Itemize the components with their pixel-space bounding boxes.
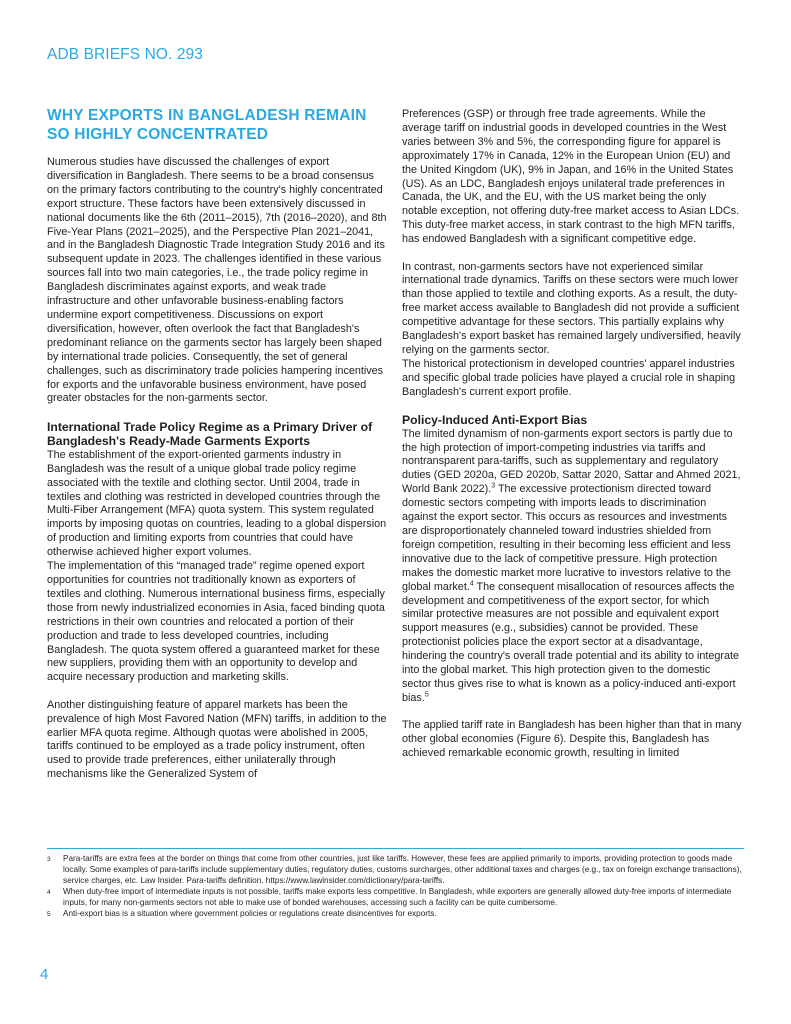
paragraph: The historical protectionism in developed countries' apparel industries and specific global trade policies have played a crucial role in shaping Bangladesh's current export profile. <box>402 357 736 398</box>
paragraph: The establishment of the export-oriented garments industry in Bangladesh was the result of a unique global trade policy regime associated with the textile and clothing sector. Until 2004, trade in textiles and clothing was restricted in developed countries through the Multi-Fiber Arrangement (MFA) quota system. This system regulated imports by imposing quotas on countries, leading to a global dispersion of production and limiting exports from countries that could have otherwise achieved higher export volumes. <box>47 448 387 559</box>
footnote-number: 3 <box>47 856 51 863</box>
footnote-ref[interactable]: 3 <box>491 482 496 490</box>
subheading-trade-policy: International Trade Policy Regime as a Primary Driver of Bangladesh's Ready-Made Garments Exports <box>47 419 373 449</box>
footnote-number: 5 <box>47 911 51 918</box>
left-column <box>47 106 387 782</box>
paragraph: Numerous studies have discussed the challenges of export diversification in Bangladesh. There seems to be a broad consensus on the primary factors contributing to the country's highly concentrated export structure. These factors have been extensively discussed in national documents like the 6th (2011–2015), 7th (2016–2020), and 8th Five-Year Plans (2021–2025), and the Perspective Plan 2021–2041, and in the Bangladesh Diagnostic Trade Integration Study 2016 and its subsequent update in 2023. The challenges identified in these various sources fall into two main categories, i.e., the trade policy regime in Bangladesh discriminates against exports, and weak trade infrastructure and other unfavorable business-enabling factors undermine export competitiveness. Discussions on export diversification, however, often overlook the fact that Bangladesh's predominant reliance on the garments sector has largely been shaped by international trade policies. Consequently, the set of general challenges, such as discriminatory trade policies hampering incentives for exports and the unfavorable business environment, have posed greater obstacles for the non-garments sector. <box>47 156 387 405</box>
footnote-text: Anti-export bias is a situation where government policies or regulations create disincentives for exports. <box>63 909 437 918</box>
paragraph: Another distinguishing feature of apparel markets has been the prevalence of high Most Favored Nation (MFN) tariffs, in addition to the earlier MFA quota regime. Although quotas were abolished in 2005, tariffs continued to be employed as a trade policy instrument, often used to provide trade preferences, either unilaterally through mechanisms like the Generalized System of <box>47 698 387 781</box>
paragraph: The implementation of this “managed trade” regime opened export opportunities for countries not traditionally known as exporters of textiles and clothing. Numerous international business firms, especially those from newly industrialized economies in Asia, faced binding quota restrictions in their own countries and relocated a portion of their production and trade to less developed countries, including Bangladesh. The quota system offered a guaranteed market for these new suppliers, providing them with an opportunity to develop and acquire necessary production and marketing skills. <box>47 560 385 684</box>
paragraph: The applied tariff rate in Bangladesh has been higher than that in many other global economies (Figure 6). Despite this, Bangladesh has achieved remarkable economic growth, resulting in limited <box>402 719 742 760</box>
footnote-text: Para-tariffs are extra fees at the border on things that come from other countries, just like tariffs. However, these fees are applied primarily to imports, providing protection to goods made locally. Some examples of para-tariffs include supplementary duties, regulatory duties, customs surcharges, other additional taxes and charges (e.g., tax on foreign exchange transactions), service charges, etc. Law Insider. Para-tariffs definition. https://www.lawinsider.com/dictionary/para-tariffs. <box>63 854 742 885</box>
paragraph-text: The limited dynamism of non-garments export sectors is partly due to the high protection of import-competing industries via tariffs and nontransparent para-tariffs, such as supplementary and regulatory duties (GED 2020a, GED 2020b, Sattar 2020, Sattar and Ahmed 2021, World Bank 2022). <box>402 427 741 496</box>
paragraph-text: The consequent misallocation of resources affects the development and competitiveness of the export sector, for which similar protective measures are not possible and equivalent export support measures (e.g., subsidies) cannot be provided. These protectionist policies place the export sector at a disadvantage, hindering the country's overall trade potential and its ability to integrate into the global market. This high protection given to the domestic sector thus gives rise to what is known as a policy-induced anti-export bias. <box>402 580 739 704</box>
section-title: WHY EXPORTS IN BANGLADESH REMAIN SO HIGHLY CONCENTRATED <box>47 107 367 143</box>
footnote-number: 4 <box>47 889 51 896</box>
right-column <box>402 108 742 761</box>
footnote <box>47 908 744 920</box>
footnote-ref[interactable]: 5 <box>424 691 429 699</box>
paragraph <box>402 428 742 706</box>
footnote-divider <box>47 848 744 849</box>
footnote <box>47 853 744 886</box>
paragraph-text: The excessive protectionism directed toward domestic sectors competing with imports leads to discrimination against the export sector. This occurs as resources and investments are disproportionately channeled toward industries shielded from foreign competition, resulting in their becoming less efficient and less innovative due to the lack of competitive pressure. High protection makes the domestic market more lucrative to investors relative to the global market. <box>402 483 731 593</box>
footnotes <box>47 853 744 920</box>
footnote-ref[interactable]: 4 <box>469 580 474 587</box>
paragraph: Preferences (GSP) or through free trade agreements. While the average tariff on industrial goods in developed countries in the West varies between 3% and 5%, the corresponding figure for apparel is approximately 17% in Canada, 12% in the European Union (EU) and the United Kingdom (UK), 9% in Japan, and 16% in the United States (US). As an LDC, Bangladesh enjoys unilateral trade preferences in Canada, the UK, and the EU, with the US market being the only notable exception, not offering duty-free market access to Asian LDCs. This duty-free market access, in stark contrast to the high MFN tariffs, has endowed Bangladesh with a significant competitive edge. <box>402 108 740 246</box>
page-number: 4 <box>40 966 49 983</box>
paragraph: In contrast, non-garments sectors have not experienced similar international trade dynamics. Tariffs on these sectors were much lower than those applied to textile and clothing exports. As a result, the duty-free market access available to Bangladesh did not provide a sufficient competitive advantage for these sectors. This partially explains why Bangladesh's export basket has remained largely undiversified, heavily relying on the garments sector. <box>402 260 741 356</box>
subheading-anti-export-bias: Policy-Induced Anti-Export Bias <box>402 413 588 428</box>
series-header: ADB BRIEFS NO. 293 <box>47 46 203 63</box>
footnote-text: When duty-free import of intermediate inputs is not possible, tariffs make exports less competitive. In Bangladesh, while exporters are generally allowed duty-free imports of intermediate inputs, for many non-garments sectors not able to make use of bonded warehouses, accessing such a facility can be quite cumbersome. <box>63 887 732 907</box>
footnote <box>47 886 744 908</box>
